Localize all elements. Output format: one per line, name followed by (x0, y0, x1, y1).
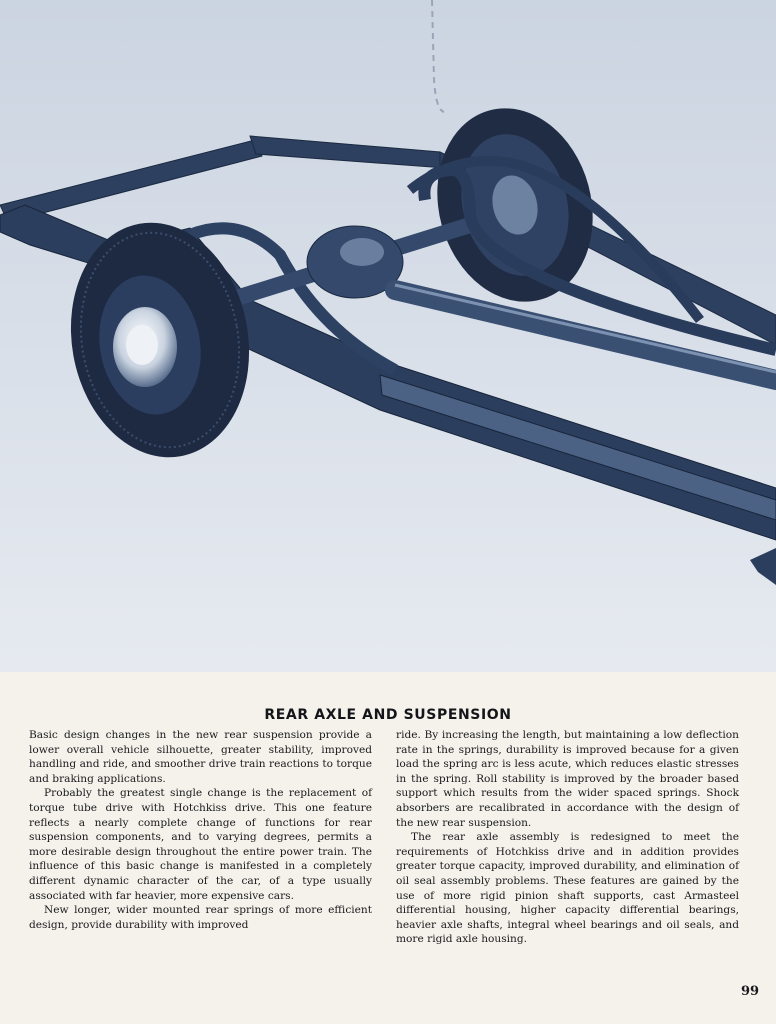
left-text-column (29, 728, 372, 932)
page-number: 99 (741, 984, 760, 999)
paragraph: The rear axle assembly is redesigned to meet the requirements of Hotchkiss drive and in addition provides greater torque capacity, improved durability, and elimination of oil seal assembly problems. These features are gained by the use of more rigid pinion shaft supports, cast Armasteel differential housing, higher capacity differential bearings, heavier axle shafts, integral wheel bearings and oil seals, and more rigid axle housing. (396, 831, 739, 946)
paragraph: New longer, wider mounted rear springs of more efficient design, provide durability with improved (29, 904, 372, 931)
paragraph: ride. By increasing the length, but maintaining a low deflection rate in the springs, durability is improved because for a given load the spring arc is less acute, which reduces elastic stresses in the spring. Roll stability is improved by the broader based support which results from the wider spaced springs. Shock absorbers are recalibrated in accordance with the design of the new rear suspension. (396, 729, 739, 829)
paragraph: Basic design changes in the new rear suspension provide a lower overall vehicle silhouette, greater stability, improved handling and ride, and smoother drive train reactions to torque and braking applications. (29, 729, 372, 785)
paragraph: Probably the greatest single change is the replacement of torque tube drive with Hotchkiss drive. This one feature reflects a nearly complete change of functions for rear suspension components, and to varying degrees, permits a more desirable design throughout the entire power train. The influence of this basic change is manifested in a completely different dynamic character of the car, of a type usually associated with far heavier, more expensive cars. (29, 787, 372, 902)
right-text-column (396, 728, 739, 947)
article-heading: REAR AXLE AND SUSPENSION (264, 707, 512, 723)
